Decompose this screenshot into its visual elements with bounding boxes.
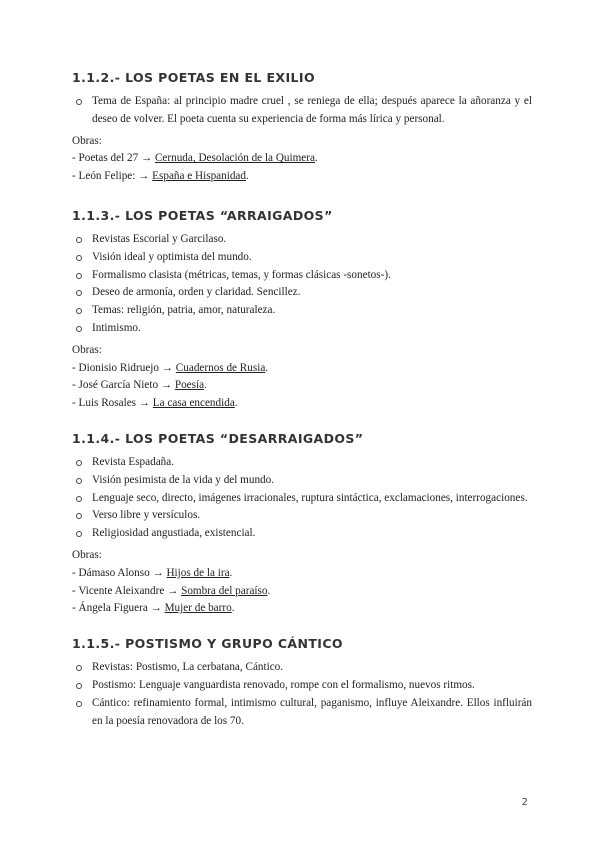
obra-author: - Luis Rosales → bbox=[72, 397, 150, 410]
section-exilio bbox=[72, 70, 532, 186]
list-item: Visión ideal y optimista del mundo. bbox=[72, 249, 532, 267]
obras-label: Obras: bbox=[72, 548, 102, 561]
obra-suffix: . bbox=[234, 397, 238, 410]
obra-line bbox=[72, 360, 532, 378]
list-item: Postismo: Lenguaje vanguardista renovado, rompe con el formalismo, nuevos ritmos. bbox=[72, 677, 532, 695]
list-item: Deseo de armonía, orden y claridad. Sencillez. bbox=[72, 284, 532, 302]
list-item: Temas: religión, patria, amor, naturaleza. bbox=[72, 302, 532, 320]
obras-label: Obras: bbox=[72, 343, 102, 356]
section-title: 1.1.3.- LOS POETAS “ARRAIGADOS” bbox=[72, 207, 333, 223]
obra-suffix: . bbox=[204, 379, 207, 392]
obra-suffix: . bbox=[314, 152, 318, 165]
obra-line bbox=[72, 168, 532, 186]
obra-line bbox=[72, 150, 532, 168]
obra-line bbox=[72, 565, 532, 583]
section-title: 1.1.5.- POSTISMO Y GRUPO CÁNTICO bbox=[72, 636, 343, 652]
obra-author: - Dámaso Alonso → bbox=[72, 566, 164, 579]
obra-suffix: . bbox=[229, 566, 233, 579]
obra-line bbox=[72, 583, 532, 601]
section-title: 1.1.4.- LOS POETAS “DESARRAIGADOS” bbox=[72, 430, 364, 446]
obra-author: - Vicente Aleixandre → bbox=[72, 584, 179, 597]
obras-label: Obras: bbox=[72, 134, 102, 147]
list-item: Formalismo clasista (métricas, temas, y formas clásicas -sonetos-). bbox=[72, 267, 532, 285]
list-item: Revistas: Postismo, La cerbatana, Cántico. bbox=[72, 659, 532, 677]
list-item: Verso libre y versículos. bbox=[72, 507, 532, 525]
obra-title: Poesía bbox=[174, 379, 205, 392]
obra-author: - León Felipe: → bbox=[72, 170, 150, 183]
obra-suffix: . bbox=[246, 170, 249, 183]
section-title: 1.1.2.- LOS POETAS EN EL EXILIO bbox=[72, 70, 315, 85]
obra-suffix: . bbox=[267, 584, 271, 597]
obra-title: Cernuda, Desolación de la Quimera bbox=[154, 152, 315, 165]
obra-title: Sombra del paraíso bbox=[181, 584, 268, 597]
bullet-list bbox=[72, 231, 532, 338]
obra-author: - Dionisio Ridruejo → bbox=[72, 361, 173, 374]
obra-author: - José García Nieto → bbox=[72, 379, 173, 392]
obra-title: Hijos de la ira bbox=[166, 566, 230, 579]
bullet-list bbox=[72, 454, 532, 543]
section-desarraigados bbox=[72, 431, 532, 618]
obra-line bbox=[72, 377, 532, 395]
list-item: Lenguaje seco, directo, imágenes irracionales, ruptura sintáctica, exclamaciones, interrogaciones. bbox=[72, 490, 532, 508]
bullet-list bbox=[72, 93, 532, 129]
obra-title: España e Hispanidad bbox=[152, 170, 246, 183]
obra-author: - Poetas del 27 → bbox=[72, 152, 153, 165]
list-item: Visión pesimista de la vida y del mundo. bbox=[72, 472, 532, 490]
list-item: Tema de España: al principio madre cruel , se reniega de ella; después aparece la añoranza y el deseo de volver. El poeta cuenta su experiencia de forma más lírica y personal. bbox=[72, 93, 532, 129]
bullet-list bbox=[72, 659, 532, 730]
section-arraigados bbox=[72, 208, 532, 413]
list-item: Cántico: refinamiento formal, intimismo cultural, paganismo, influye Aleixandre. Ellos influirán en la poesía renovadora de los 70. bbox=[72, 695, 532, 731]
obra-author: - Ángela Figuera → bbox=[72, 602, 162, 615]
page-number: 2 bbox=[521, 797, 528, 808]
obra-title: La casa encendida bbox=[152, 397, 235, 410]
list-item: Revista Espadaña. bbox=[72, 454, 532, 472]
list-item: Religiosidad angustiada, existencial. bbox=[72, 525, 532, 543]
obra-line bbox=[72, 600, 532, 618]
section-postismo bbox=[72, 636, 532, 730]
list-item: Intimismo. bbox=[72, 320, 532, 338]
obra-suffix: . bbox=[265, 361, 269, 374]
list-item: Revistas Escorial y Garcilaso. bbox=[72, 231, 532, 249]
obra-title: Cuadernos de Rusia bbox=[175, 361, 266, 374]
obra-line bbox=[72, 395, 532, 413]
obra-title: Mujer de barro bbox=[164, 602, 232, 615]
obra-suffix: . bbox=[231, 602, 235, 615]
document-page bbox=[72, 70, 532, 748]
